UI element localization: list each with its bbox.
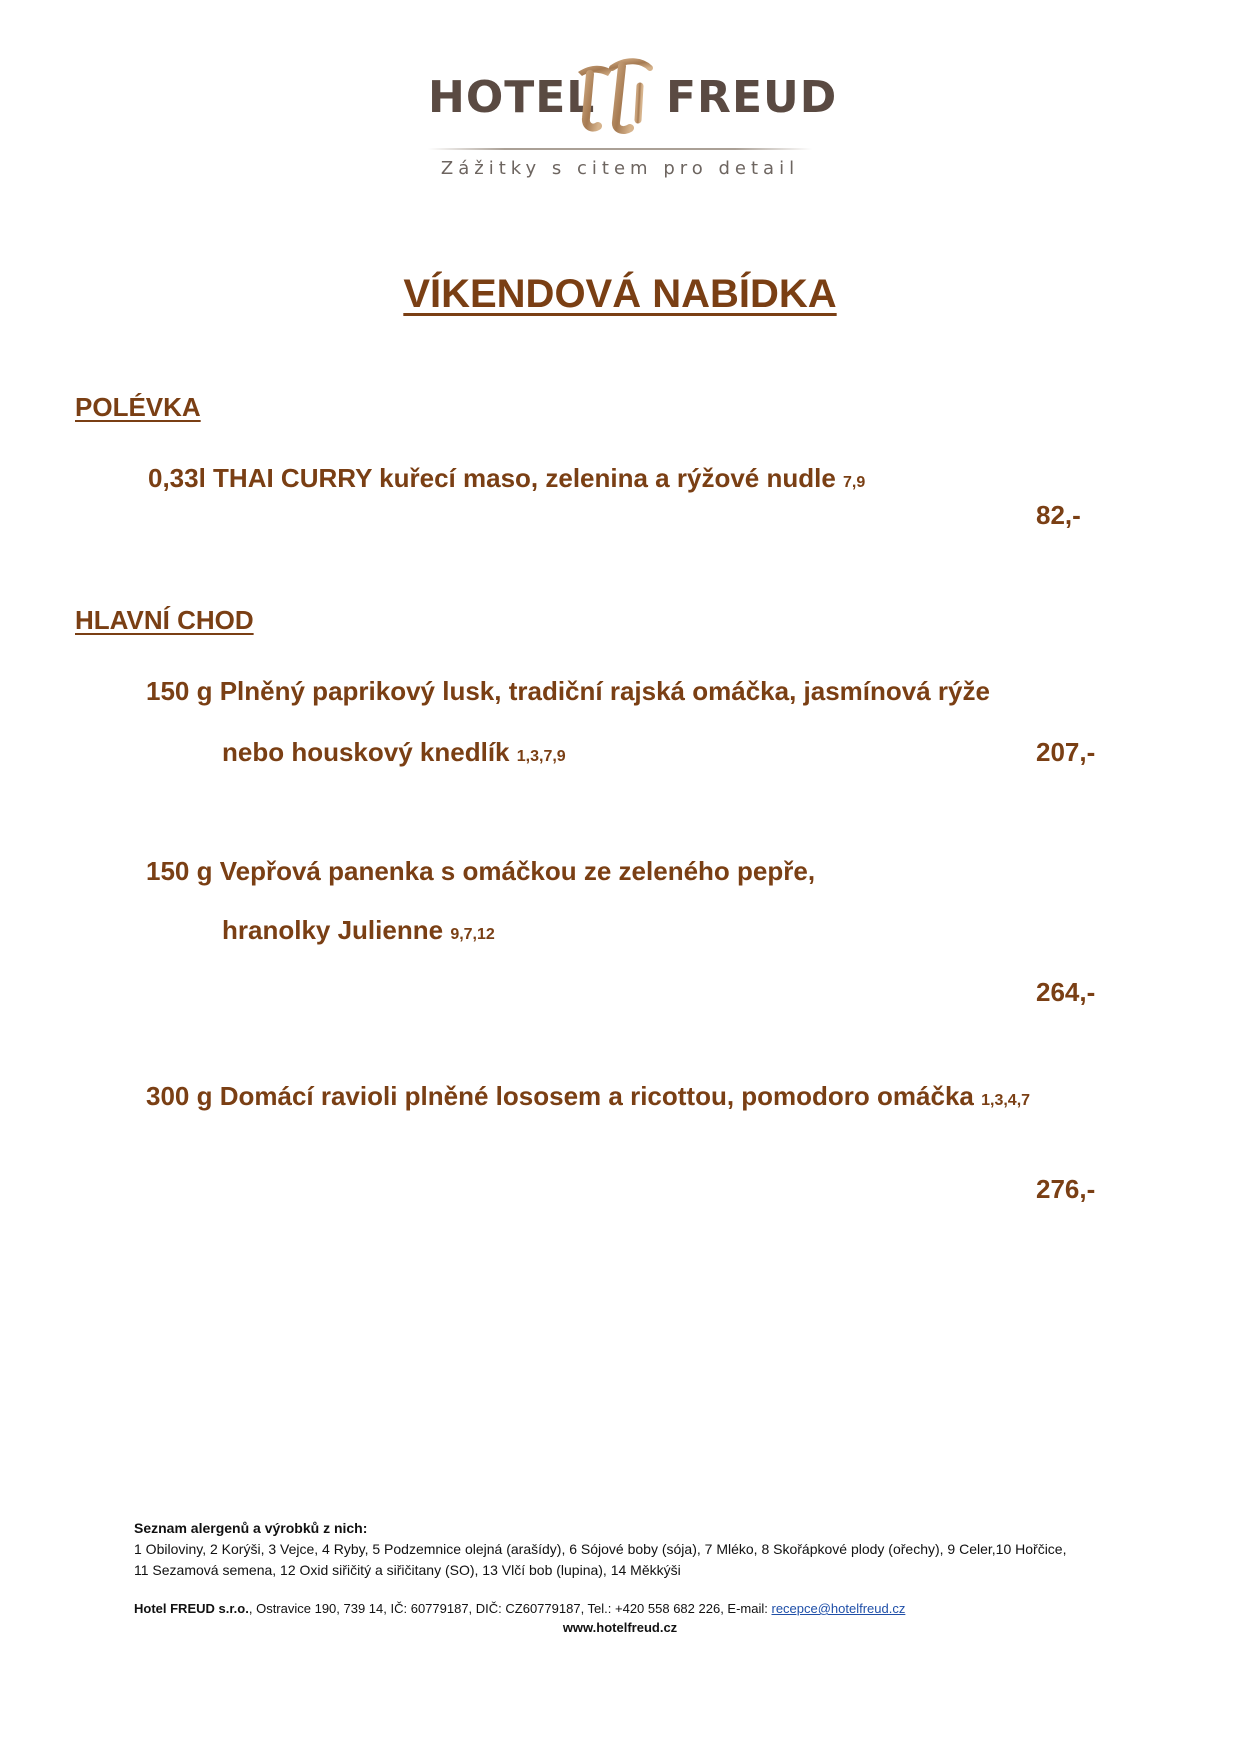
main-item-2-price: 264,- xyxy=(1036,977,1096,1007)
main-item-1-line1: 150 g Plněný paprikový lusk, tradiční rajská omáčka, jasmínová rýže xyxy=(146,676,990,706)
allergen-list-line1: 1 Obiloviny, 2 Korýši, 3 Vejce, 4 Ryby, 5 Podzemnice olejná (arašídy), 6 Sójové boby (sója), 7 Mléko, 8 Skořápkové plody (ořechy), 9 Celer,10 Hořčice, xyxy=(134,1541,1067,1557)
main-item-1-line2 xyxy=(222,737,566,768)
logo-word-freud: FREUD xyxy=(666,72,838,123)
email-link[interactable]: recepce@hotelfreud.cz xyxy=(771,1601,906,1616)
main-item-3-allergens: 1,3,4,7 xyxy=(981,1092,1031,1109)
soup-item-allergens: 7,9 xyxy=(843,474,866,491)
page-title xyxy=(0,272,1240,317)
logo-divider xyxy=(428,148,812,150)
company-details: , Ostravice 190, 739 14, IČ: 60779187, DIČ: CZ60779187, Tel.: +420 558 682 226, E-mail: xyxy=(248,1601,772,1616)
company-name: Hotel FREUD s.r.o. xyxy=(134,1601,249,1616)
main-item-3-price: 276,- xyxy=(1036,1174,1096,1204)
logo-tagline: Zážitky s citem pro detail xyxy=(440,158,800,179)
section-heading-main: HLAVNÍ CHOD xyxy=(75,605,254,635)
main-item-1-price: 207,- xyxy=(1036,737,1096,767)
logo-word-hotel: HOTEL xyxy=(428,72,596,123)
allergen-heading-text: Seznam alergenů a výrobků z nich: xyxy=(134,1520,368,1536)
soup-item-price: 82,- xyxy=(1036,500,1081,530)
main-item-1-line2-text: nebo houskový knedlík xyxy=(222,737,510,767)
main-item-3-text: 300 g Domácí ravioli plněné lososem a ricottou, pomodoro omáčka xyxy=(146,1081,974,1111)
main-item-2-line1: 150 g Vepřová panenka s omáčkou ze zeleného pepře, xyxy=(146,856,816,886)
main-item-2-line2-text: hranolky Julienne xyxy=(222,915,444,945)
main-item-2-line2 xyxy=(222,915,495,946)
section-heading-soup: POLÉVKA xyxy=(75,392,201,422)
allergen-heading xyxy=(134,1520,367,1536)
hotel-monogram-logo xyxy=(568,56,656,136)
main-item-2-allergens: 9,7,12 xyxy=(450,926,495,943)
soup-item xyxy=(148,463,865,494)
main-item-1-allergens: 1,3,7,9 xyxy=(516,748,566,765)
website-link[interactable]: www.hotelfreud.cz xyxy=(562,1620,678,1635)
allergen-list-line2: 11 Sezamová semena, 12 Oxid siřičitý a siřičitany (SO), 13 Vlčí bob (lupina), 14 Měkkýši xyxy=(134,1562,681,1578)
soup-item-text: 0,33l THAI CURRY kuřecí maso, zelenina a rýžové nudle xyxy=(148,463,836,493)
page-title-text: VÍKENDOVÁ NABÍDKA xyxy=(403,272,837,316)
company-info xyxy=(134,1601,905,1616)
main-item-3 xyxy=(146,1081,1030,1112)
